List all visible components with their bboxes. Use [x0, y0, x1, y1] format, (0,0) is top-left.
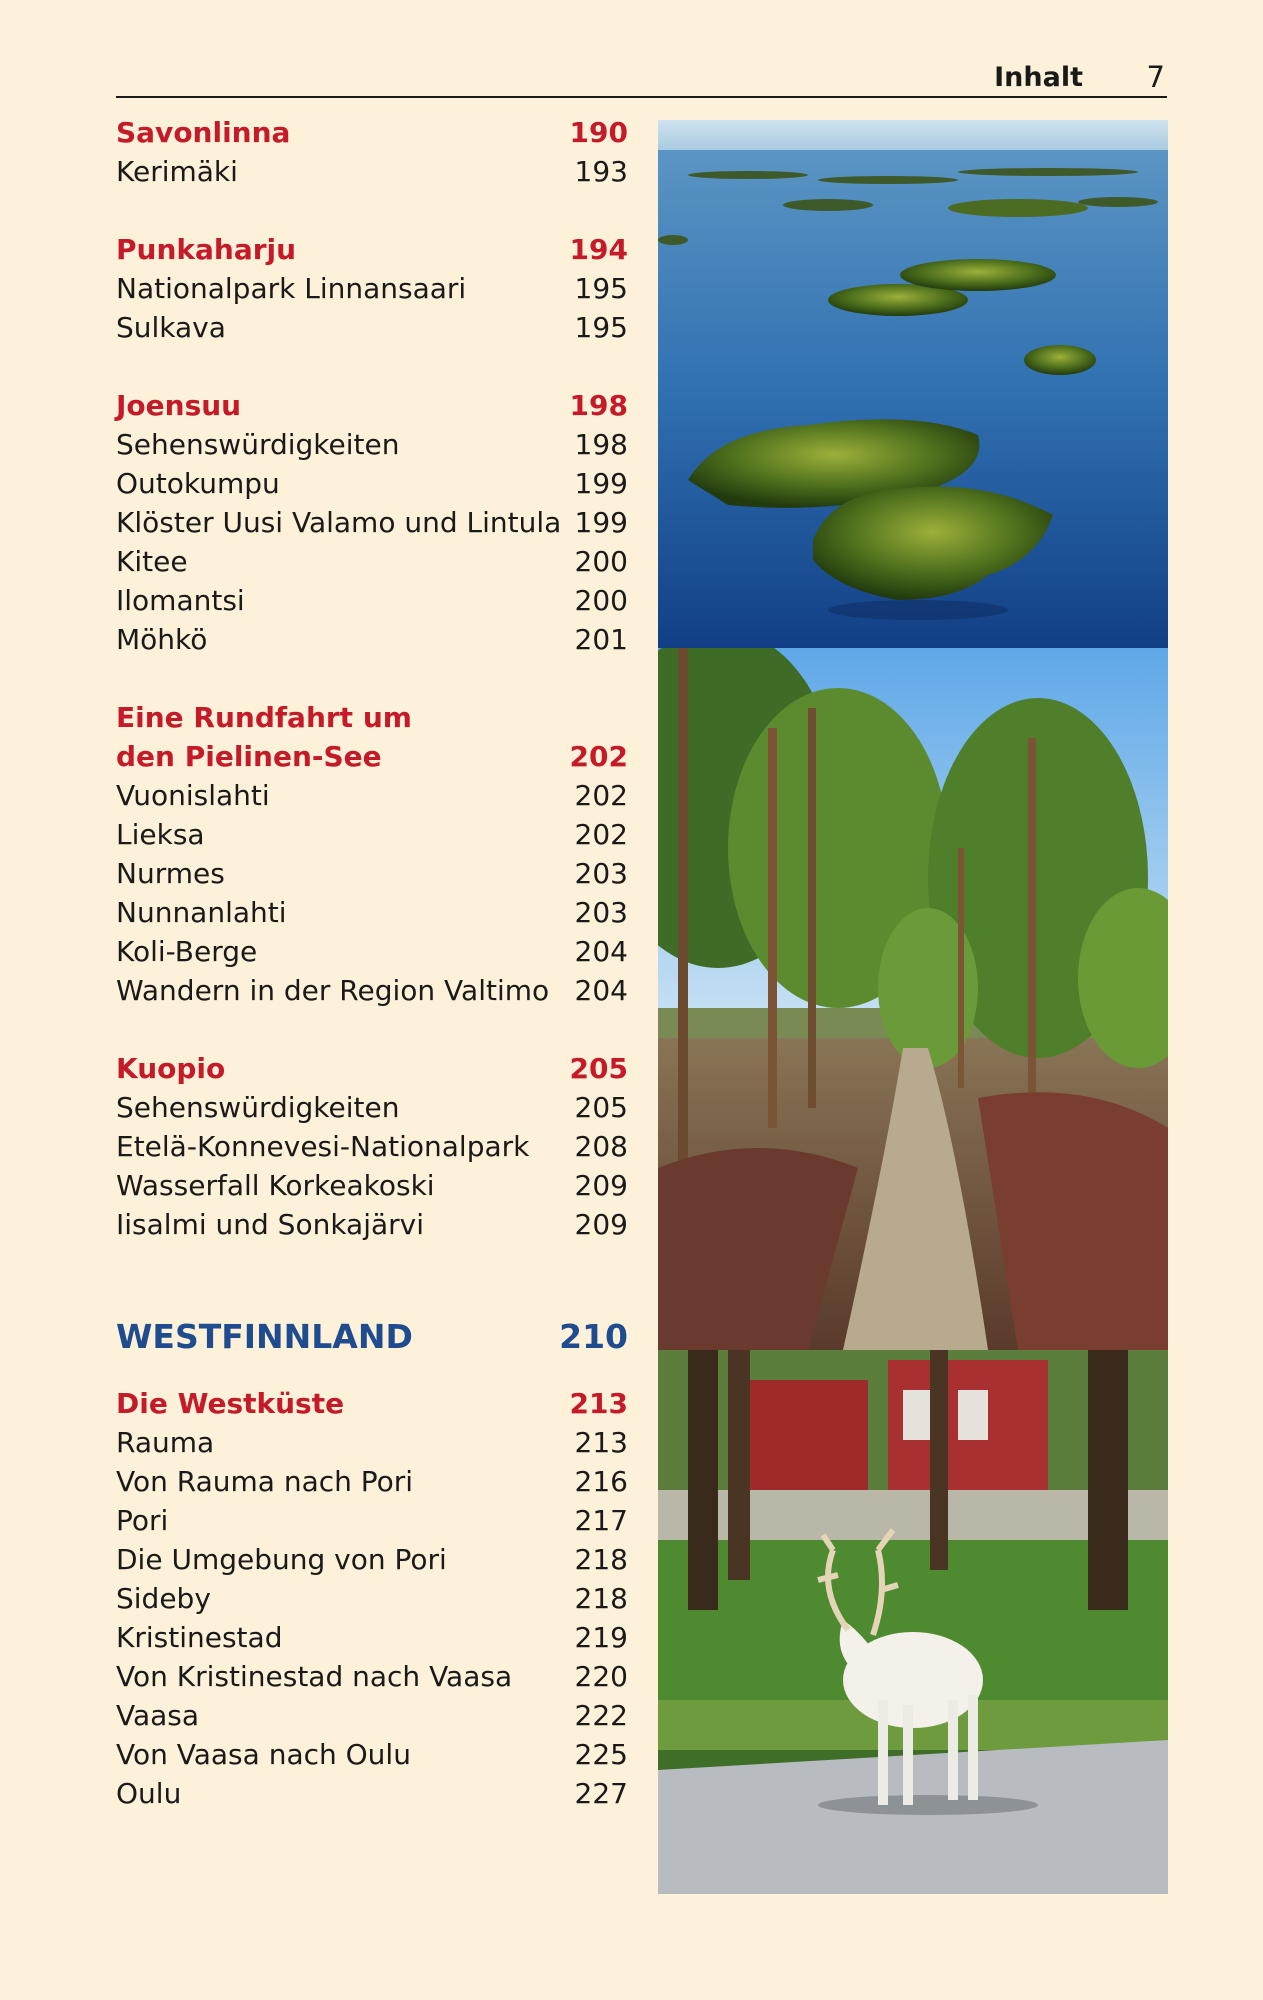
toc-spacer — [116, 1362, 628, 1384]
toc-section-heading[interactable] — [116, 737, 628, 776]
toc-entry-title: Vaasa — [116, 1699, 200, 1732]
toc-entry-page: 201 — [574, 623, 628, 656]
toc-spacer — [116, 1244, 628, 1312]
toc-entry-page: 193 — [574, 155, 628, 188]
toc-entry-title: den Pielinen-See — [116, 740, 382, 773]
toc-entry-title: Nationalpark Linnansaari — [116, 272, 467, 305]
toc-entry-page: 216 — [574, 1465, 628, 1498]
toc-entry[interactable] — [116, 425, 628, 464]
toc-entry-title: Punkaharju — [116, 233, 297, 266]
toc-entry[interactable] — [116, 1618, 628, 1657]
toc-entry[interactable] — [116, 1205, 628, 1244]
toc-entry-page: 220 — [574, 1660, 628, 1693]
toc-entry-page: 205 — [574, 1091, 628, 1124]
toc-entry-page: 205 — [569, 1052, 628, 1085]
toc-entry[interactable] — [116, 1166, 628, 1205]
toc-entry-title: Vuonislahti — [116, 779, 270, 812]
toc-entry[interactable] — [116, 971, 628, 1010]
toc-entry-page: 190 — [569, 116, 628, 149]
toc-entry-title: Klöster Uusi Valamo und Lintula — [116, 506, 562, 539]
toc-entry-title: Nurmes — [116, 857, 225, 890]
toc-entry[interactable] — [116, 1127, 628, 1166]
toc-entry-page: 202 — [574, 818, 628, 851]
toc-entry-title: Nunnanlahti — [116, 896, 287, 929]
toc-entry-title: Von Kristinestad nach Vaasa — [116, 1660, 513, 1693]
toc-entry-page: 204 — [574, 935, 628, 968]
toc-entry-page: 195 — [574, 311, 628, 344]
table-of-contents — [116, 113, 628, 1813]
toc-entry-title: Von Rauma nach Pori — [116, 1465, 414, 1498]
toc-spacer — [116, 659, 628, 698]
toc-entry-page: 213 — [569, 1387, 628, 1420]
toc-entry-title: Kristinestad — [116, 1621, 283, 1654]
toc-entry-page: 199 — [574, 467, 628, 500]
toc-spacer — [116, 191, 628, 230]
toc-entry-title: Rauma — [116, 1426, 215, 1459]
toc-entry[interactable] — [116, 1579, 628, 1618]
toc-entry-page: 209 — [574, 1169, 628, 1202]
toc-entry-page: 203 — [574, 857, 628, 890]
toc-entry[interactable] — [116, 1423, 628, 1462]
toc-entry[interactable] — [116, 1774, 628, 1813]
toc-entry[interactable] — [116, 269, 628, 308]
toc-section-heading[interactable] — [116, 698, 628, 737]
toc-entry-title: Die Umgebung von Pori — [116, 1543, 447, 1576]
toc-entry-page: 194 — [569, 233, 628, 266]
lake-islands-aerial-photo — [658, 120, 1168, 648]
toc-entry[interactable] — [116, 581, 628, 620]
toc-entry-page: 198 — [569, 389, 628, 422]
toc-entry[interactable] — [116, 932, 628, 971]
toc-entry-page: 199 — [574, 506, 628, 539]
toc-entry-page: 204 — [574, 974, 628, 1007]
toc-entry-page: 218 — [574, 1582, 628, 1615]
toc-entry-title: Ilomantsi — [116, 584, 245, 617]
toc-entry-title: Wasserfall Korkeakoski — [116, 1169, 435, 1202]
toc-entry-page: 200 — [574, 545, 628, 578]
toc-entry[interactable] — [116, 1462, 628, 1501]
toc-entry-title: Sehenswürdigkeiten — [116, 428, 400, 461]
toc-section-heading[interactable] — [116, 386, 628, 425]
white-reindeer-photo — [658, 1350, 1168, 1894]
toc-entry-page: 218 — [574, 1543, 628, 1576]
toc-entry[interactable] — [116, 1501, 628, 1540]
page-number: 7 — [1146, 60, 1165, 94]
toc-entry-title: Oulu — [116, 1777, 182, 1810]
toc-entry-title: Eine Rundfahrt um — [116, 701, 412, 734]
toc-entry-title: Sulkava — [116, 311, 226, 344]
toc-entry-page: 202 — [574, 779, 628, 812]
toc-entry-title: Die Westküste — [116, 1387, 345, 1420]
toc-entry[interactable] — [116, 1657, 628, 1696]
toc-entry-page: 202 — [569, 740, 628, 773]
photo-column — [658, 120, 1168, 1894]
toc-entry-title: Joensuu — [116, 389, 242, 422]
toc-entry-title: Sehenswürdigkeiten — [116, 1091, 400, 1124]
toc-entry-page: 225 — [574, 1738, 628, 1771]
toc-entry-page: 195 — [574, 272, 628, 305]
toc-entry[interactable] — [116, 1735, 628, 1774]
toc-entry-page: 222 — [574, 1699, 628, 1732]
section-title: Inhalt — [994, 62, 1083, 93]
toc-entry[interactable] — [116, 815, 628, 854]
toc-entry-title: Kitee — [116, 545, 188, 578]
toc-section-heading[interactable] — [116, 1049, 628, 1088]
toc-entry[interactable] — [116, 152, 628, 191]
toc-entry-title: Savonlinna — [116, 116, 291, 149]
toc-entry-title: Kerimäki — [116, 155, 238, 188]
toc-entry-title: Wandern in der Region Valtimo — [116, 974, 550, 1007]
forest-path-photo — [658, 648, 1168, 1350]
toc-entry-title: Kuopio — [116, 1052, 226, 1085]
toc-entry[interactable] — [116, 464, 628, 503]
toc-entry[interactable] — [116, 620, 628, 659]
toc-spacer — [116, 347, 628, 386]
toc-entry-title: Koli-Berge — [116, 935, 258, 968]
toc-entry[interactable] — [116, 1540, 628, 1579]
toc-entry-page: 210 — [559, 1317, 628, 1356]
toc-entry-title: Möhkö — [116, 623, 208, 656]
toc-entry[interactable] — [116, 542, 628, 581]
toc-section-heading[interactable] — [116, 113, 628, 152]
toc-section-heading[interactable] — [116, 230, 628, 269]
toc-entry[interactable] — [116, 1088, 628, 1127]
toc-entry[interactable] — [116, 893, 628, 932]
toc-entry-title: Outokumpu — [116, 467, 280, 500]
toc-entry-title: Pori — [116, 1504, 169, 1537]
toc-entry-page: 219 — [574, 1621, 628, 1654]
toc-entry[interactable] — [116, 854, 628, 893]
toc-entry-page: 209 — [574, 1208, 628, 1241]
toc-entry-page: 200 — [574, 584, 628, 617]
toc-entry-page: 217 — [574, 1504, 628, 1537]
page-header — [116, 56, 1167, 98]
toc-entry-title: Sideby — [116, 1582, 211, 1615]
toc-entry[interactable] — [116, 1696, 628, 1735]
toc-entry-title: Lieksa — [116, 818, 205, 851]
toc-entry-page: 198 — [574, 428, 628, 461]
toc-entry-page: 203 — [574, 896, 628, 929]
toc-entry-title: Iisalmi und Sonkajärvi — [116, 1208, 425, 1241]
toc-entry-title: Von Vaasa nach Oulu — [116, 1738, 411, 1771]
toc-spacer — [116, 1010, 628, 1049]
toc-entry[interactable] — [116, 503, 628, 542]
toc-entry-page: 227 — [574, 1777, 628, 1810]
toc-entry-title: WESTFINNLAND — [116, 1317, 413, 1356]
toc-section-heading[interactable] — [116, 1384, 628, 1423]
toc-entry-page: 213 — [574, 1426, 628, 1459]
toc-entry-title: Etelä-Konnevesi-Nationalpark — [116, 1130, 530, 1163]
toc-entry-page: 208 — [574, 1130, 628, 1163]
toc-entry[interactable] — [116, 308, 628, 347]
toc-region-heading[interactable] — [116, 1312, 628, 1362]
toc-entry[interactable] — [116, 776, 628, 815]
